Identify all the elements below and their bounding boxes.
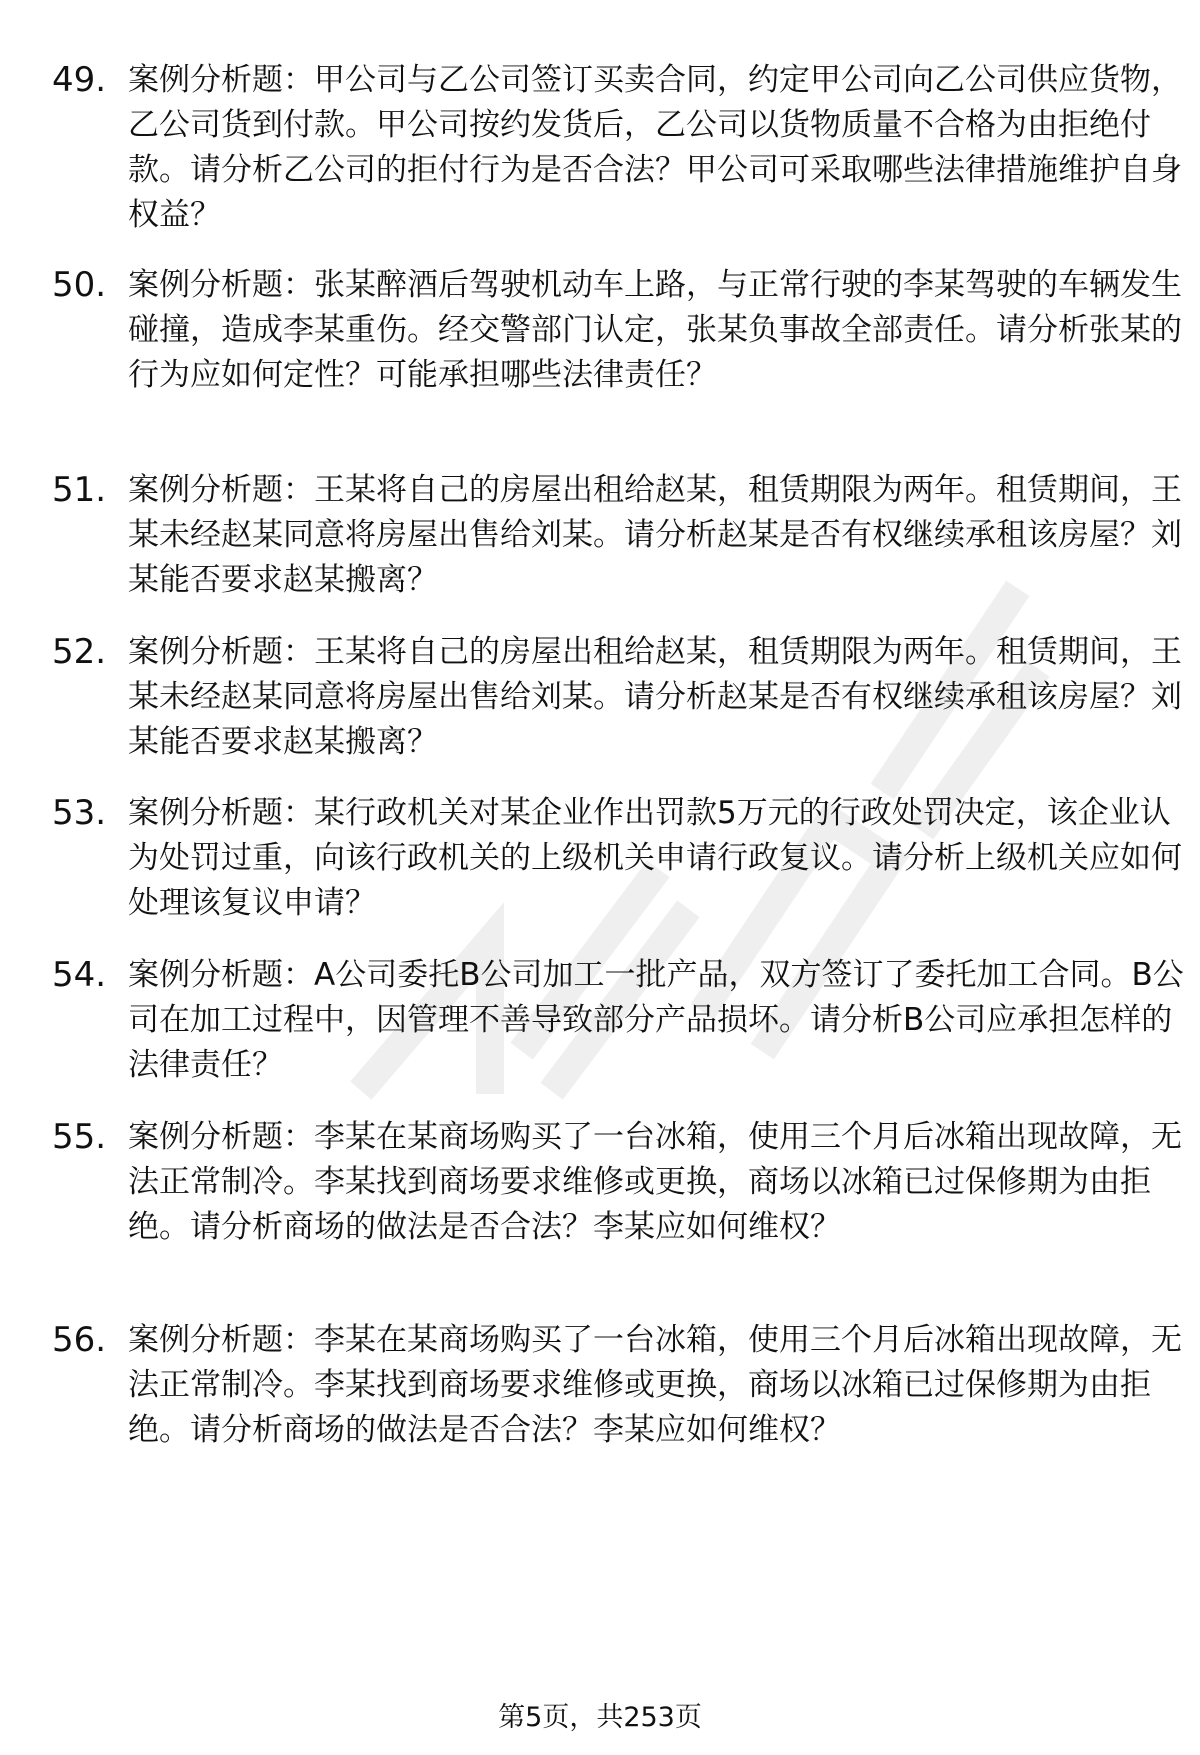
question-number: 53. <box>52 793 107 833</box>
question-number: 54. <box>52 955 107 995</box>
question-text: 案例分析题：王某将自己的房屋出租给赵某，租赁期限为两年。租赁期间，王某未经赵某同意将房屋出售给刘某。请分析赵某是否有权继续承租该房屋？刘某能否要求赵某搬离？ <box>128 634 1182 760</box>
question-text: 案例分析题：李某在某商场购买了一台冰箱，使用三个月后冰箱出现故障，无法正常制冷。李某找到商场要求维修或更换，商场以冰箱已过保修期为由拒绝。请分析商场的做法是否合法？李某应如何维权？ <box>128 1119 1182 1245</box>
question-text: 案例分析题：A公司委托B公司加工一批产品，双方签订了委托加工合同。B公司在加工过程中，因管理不善导致部分产品损坏。请分析B公司应承担怎样的法律责任？ <box>128 957 1184 1083</box>
question-text: 案例分析题：李某在某商场购买了一台冰箱，使用三个月后冰箱出现故障，无法正常制冷。李某找到商场要求维修或更换，商场以冰箱已过保修期为由拒绝。请分析商场的做法是否合法？李某应如何维权？ <box>128 1322 1182 1448</box>
question-number: 55. <box>52 1117 107 1157</box>
page-footer <box>0 1700 1200 1736</box>
question-number: 51. <box>52 470 107 510</box>
question-text: 案例分析题：王某将自己的房屋出租给赵某，租赁期限为两年。租赁期间，王某未经赵某同意将房屋出售给刘某。请分析赵某是否有权继续承租该房屋？刘某能否要求赵某搬离？ <box>128 472 1182 598</box>
question-number: 50. <box>52 265 107 305</box>
question-number: 49. <box>52 60 107 100</box>
question-text: 案例分析题：甲公司与乙公司签订买卖合同，约定甲公司向乙公司供应货物，乙公司货到付款。甲公司按约发货后，乙公司以货物质量不合格为由拒绝付款。请分析乙公司的拒付行为是否合法？甲公司可采取哪些法律措施维护自身权益？ <box>128 62 1182 233</box>
question-number: 52. <box>52 632 107 672</box>
question-text: 案例分析题：张某醉酒后驾驶机动车上路，与正常行驶的李某驾驶的车辆发生碰撞，造成李某重伤。经交警部门认定，张某负事故全部责任。请分析张某的行为应如何定性？可能承担哪些法律责任？ <box>128 267 1182 393</box>
question-text: 案例分析题：某行政机关对某企业作出罚款5万元的行政处罚决定，该企业认为处罚过重，向该行政机关的上级机关申请行政复议。请分析上级机关应如何处理该复议申请？ <box>128 795 1182 921</box>
page-number-label: 第5页，共253页 <box>498 1702 702 1733</box>
question-number: 56. <box>52 1320 107 1360</box>
